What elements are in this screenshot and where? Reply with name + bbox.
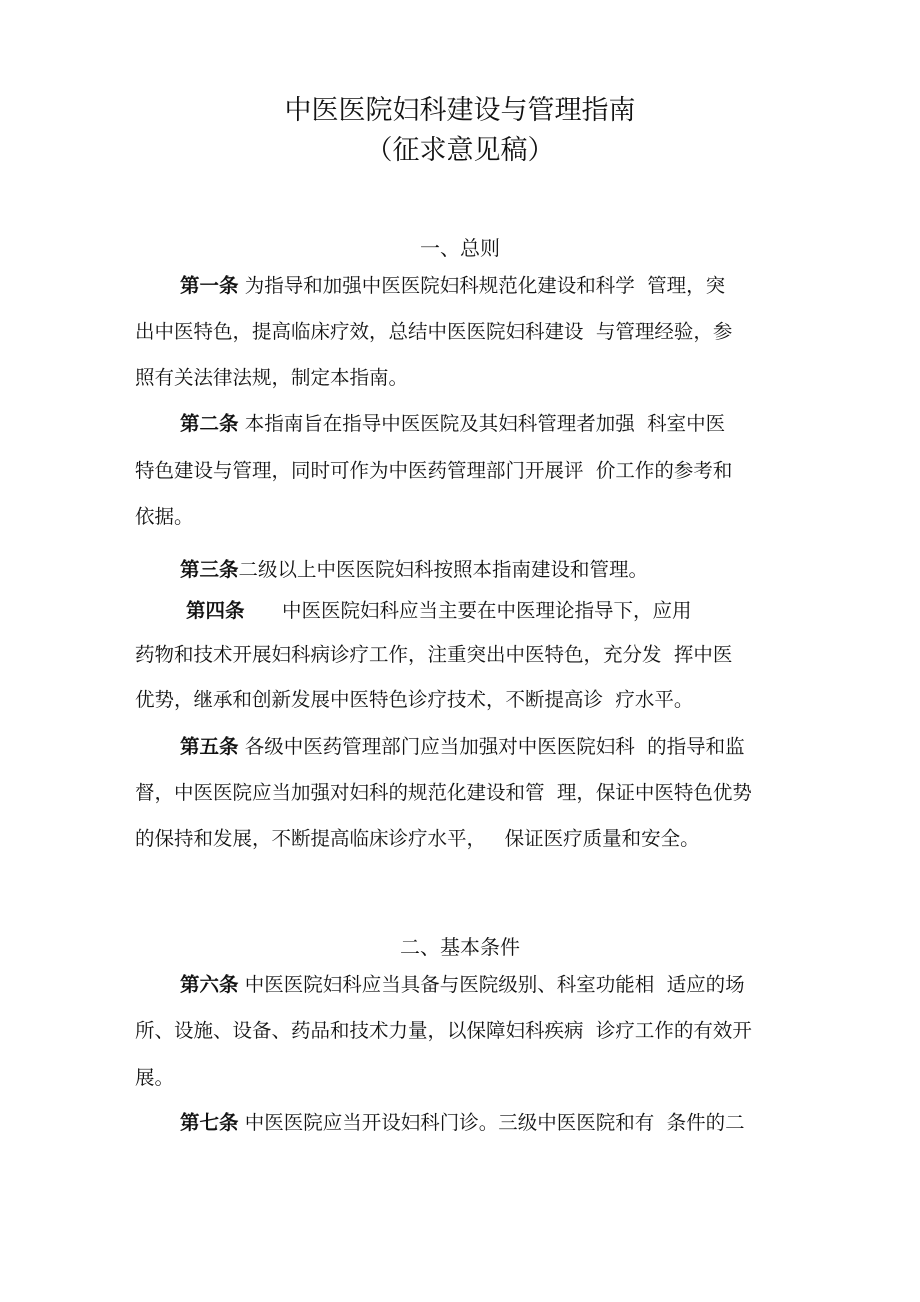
article-1-first-line — [180, 276, 725, 296]
article-4-text: 中医医院妇科应当主要在中医理论指导下，应用 — [282, 599, 692, 622]
article-6-line: 所、设施、设备、药品和技术力量，以保障妇科疾病 诊疗工作的有效开 — [135, 1019, 752, 1042]
article-5-label: 第五条 — [180, 735, 239, 758]
article-2-line: 依据。 — [135, 505, 194, 528]
article-3-label: 第三条 — [180, 558, 239, 581]
article-7-text: 中医医院应当开设妇科门诊。三级中医医院和有 条件的二 — [238, 1111, 745, 1134]
section-heading-basic-conditions: 二、基本条件 — [400, 935, 520, 959]
article-2-label: 第二条 — [180, 412, 239, 435]
article-1-text: 为指导和加强中医医院妇科规范化建设和科学 管理，突 — [238, 274, 726, 297]
article-7-first-line — [180, 1113, 745, 1133]
article-1-line: 出中医特色，提高临床疗效，总结中医医院妇科建设 与管理经验，参 — [135, 320, 733, 343]
article-4-line: 药物和技术开展妇科病诊疗工作，注重突出中医特色，充分发 挥中医 — [135, 643, 733, 666]
article-3-text: 二级以上中医医院妇科按照本指南建设和管理。 — [238, 558, 649, 581]
article-5-text: 各级中医药管理部门应当加强对中医医院妇科 的指导和监 — [238, 735, 745, 758]
article-2-first-line — [180, 414, 725, 434]
article-2-text: 本指南旨在指导中医医院及其妇科管理者加强 科室中医 — [238, 412, 726, 435]
article-4-label: 第四条 — [186, 599, 245, 622]
article-5-first-line — [180, 737, 745, 757]
section-heading-general: 一、总则 — [420, 236, 500, 260]
article-5-line: 督，中医医院应当加强对妇科的规范化建设和管 理，保证中医特色优势 — [135, 781, 752, 804]
article-6-line: 展。 — [135, 1066, 175, 1089]
article-5-line: 的保持和发展，不断提高临床诊疗水平， 保证医疗质量和安全。 — [135, 827, 700, 850]
article-1-label: 第一条 — [180, 274, 239, 297]
article-2-line: 特色建设与管理，同时可作为中医药管理部门开展评 价工作的参考和 — [135, 459, 733, 482]
article-6-first-line — [180, 975, 745, 995]
article-4-line: 优势，继承和创新发展中医特色诊疗技术，不断提高诊 疗水平。 — [135, 688, 694, 711]
article-6-text: 中医医院妇科应当具备与医院级别、科室功能相 适应的场 — [238, 973, 745, 996]
article-7-label: 第七条 — [180, 1111, 239, 1134]
article-6-label: 第六条 — [180, 973, 239, 996]
document-subtitle: （征求意见稿） — [365, 135, 555, 166]
article-3-first-line — [180, 560, 648, 580]
article-1-line: 照有关法律法规，制定本指南。 — [135, 366, 409, 389]
document-title: 中医医院妇科建设与管理指南 — [284, 95, 636, 126]
